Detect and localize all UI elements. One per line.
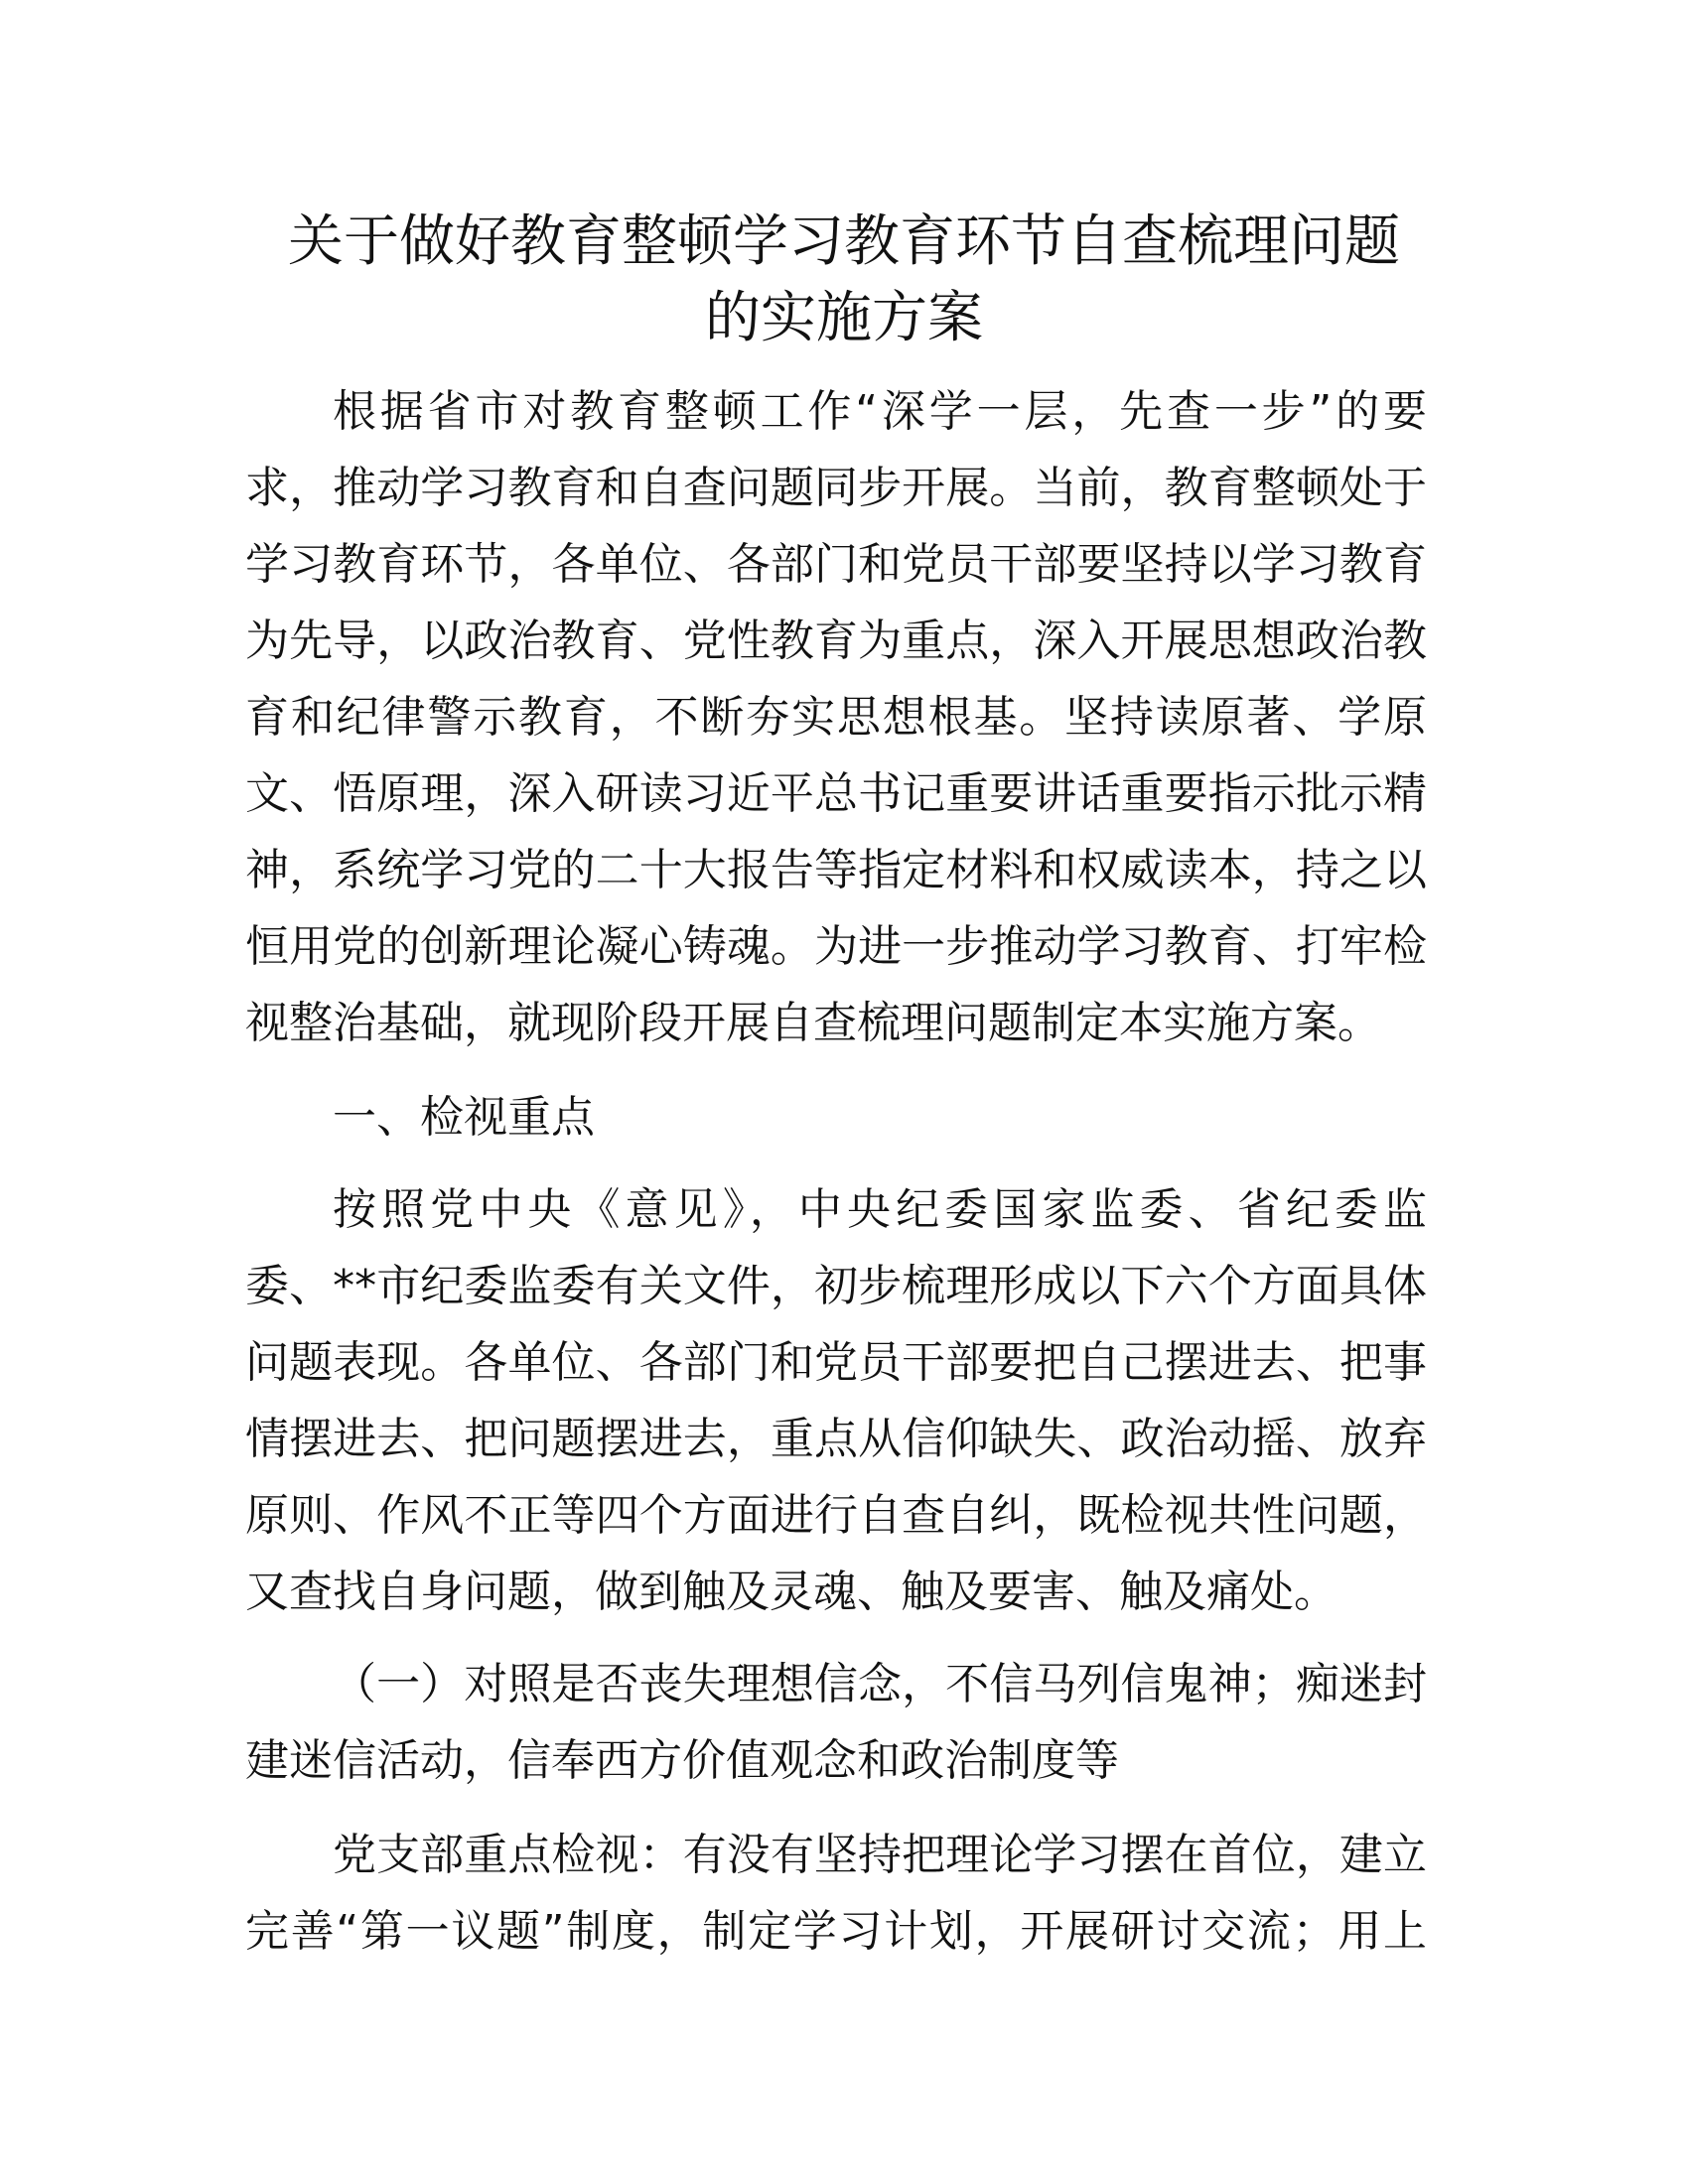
- text-line: 育和纪律警示教育，不断夯实思想根基。坚持读原著、学原: [245, 692, 1427, 743]
- text-line: （一）对照是否丧失理想信念，不信马列信鬼神；痴迷封: [333, 1659, 1427, 1709]
- paragraph-review-focus: [245, 1171, 1427, 1630]
- text-line: 原则、作风不正等四个方面进行自查自纠，既检视共性问题，: [245, 1490, 1427, 1541]
- paragraph-branch-review: [245, 1817, 1427, 1970]
- text-line: 一、检视重点: [333, 1092, 595, 1143]
- text-line: 情摆进去、把问题摆进去，重点从信仰缺失、政治动摇、放弃: [245, 1414, 1427, 1464]
- document-title: [199, 204, 1489, 356]
- subsection-heading: [245, 1646, 1427, 1799]
- title-line-2: 的实施方案: [705, 286, 983, 350]
- text-line: 文、悟原理，深入研读习近平总书记重要讲话重要指示批示精: [245, 768, 1427, 819]
- title-line-1: 关于做好教育整顿学习教育环节自查梳理问题: [288, 209, 1400, 274]
- text-line: 恒用党的创新理论凝心铸魂。为进一步推动学习教育、打牢检: [245, 921, 1427, 972]
- text-line: 问题表现。各单位、各部门和党员干部要把自己摆进去、把事: [245, 1337, 1427, 1388]
- text-line: 神，系统学习党的二十大报告等指定材料和权威读本，持之以: [245, 845, 1427, 895]
- text-line: 根据省市对教育整顿工作“深学一层，先查一步”的要: [333, 386, 1427, 437]
- text-line: 求，推动学习教育和自查问题同步开展。当前，教育整顿处于: [245, 463, 1427, 513]
- text-line: 建迷信活动，信奉西方价值观念和政治制度等: [245, 1735, 1119, 1786]
- text-line: 又查找自身问题，做到触及灵魂、触及要害、触及痛处。: [245, 1567, 1337, 1617]
- text-line: 完善“第一议题”制度，制定学习计划，开展研讨交流；用上: [245, 1906, 1427, 1957]
- text-line: 委、**市纪委监委有关文件，初步梳理形成以下六个方面具体: [245, 1261, 1427, 1311]
- text-line: 按照党中央《意见》，中央纪委国家监委、省纪委监: [333, 1184, 1427, 1235]
- text-line: 视整治基础，就现阶段开展自查梳理问题制定本实施方案。: [245, 998, 1381, 1048]
- text-line: 为先导，以政治教育、党性教育为重点，深入开展思想政治教: [245, 615, 1427, 666]
- text-line: 学习教育环节，各单位、各部门和党员干部要坚持以学习教育: [245, 539, 1427, 590]
- section-heading: [245, 1079, 1427, 1156]
- paragraph-intro: [245, 373, 1427, 1061]
- text-line: 党支部重点检视：有没有坚持把理论学习摆在首位，建立: [333, 1830, 1427, 1880]
